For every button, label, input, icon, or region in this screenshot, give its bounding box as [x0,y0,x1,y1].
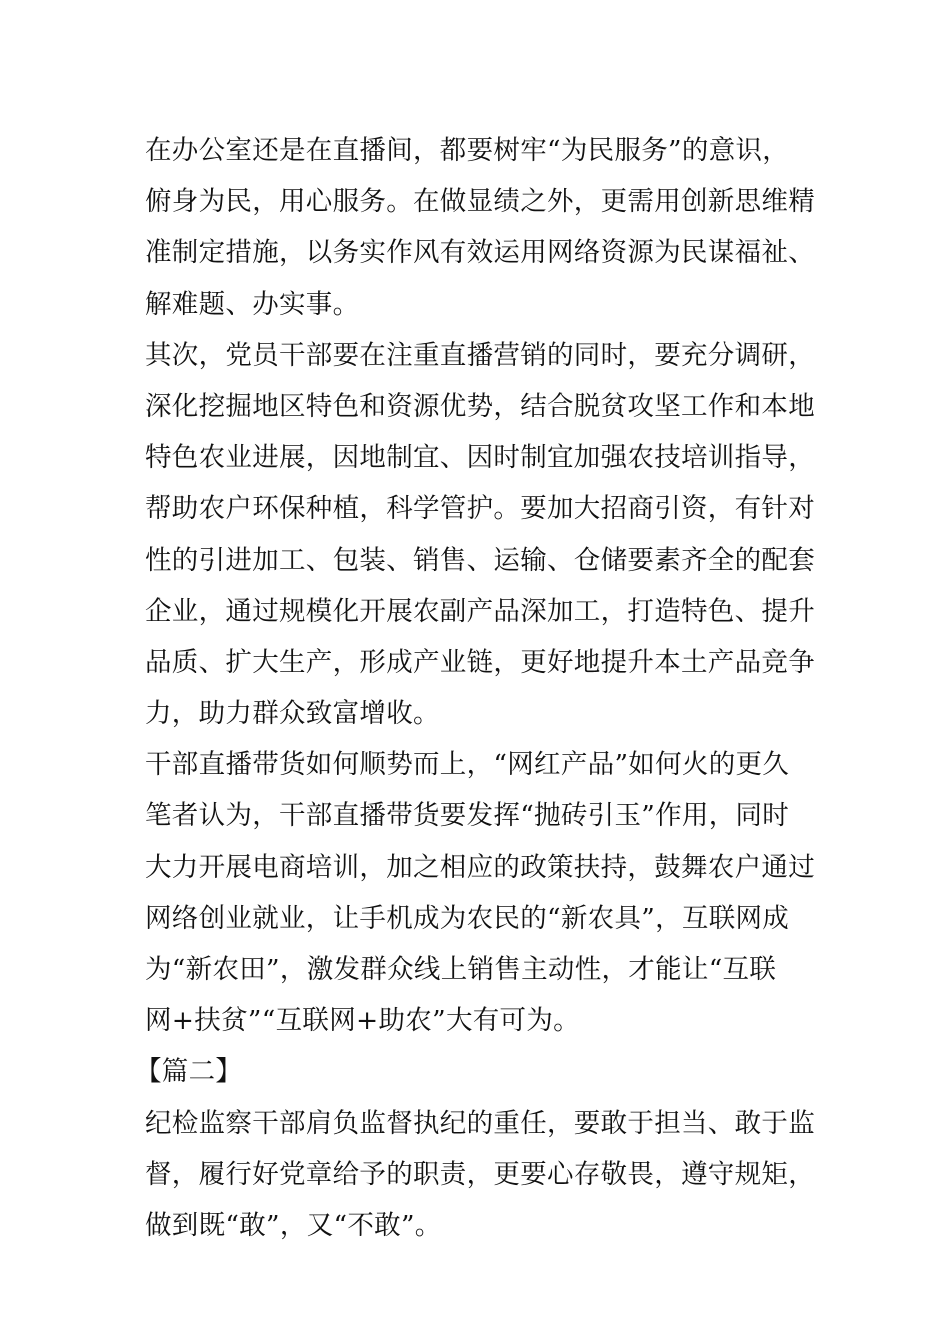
text-line: 督，履行好党章给予的职责，更要心存敬畏，遵守规矩， [145,1158,815,1190]
text-line: 做到既“敢”，又“不敢”。 [145,1209,442,1241]
text-line: 纪检监察干部肩负监督执纪的重任，要敢于担当、敢于监 [145,1107,815,1139]
text-line: 企业，通过规模化开展农副产品深加工，打造特色、提升 [145,595,815,627]
text-line: 品质、扩大生产，形成产业链，更好地提升本土产品竞争 [145,646,815,678]
text-line: 大力开展电商培训，加之相应的政策扶持，鼓舞农户通过 [145,851,815,883]
text-line: 网络创业就业，让手机成为农民的“新农具”，互联网成 [145,902,790,934]
document-body [135,125,815,1251]
text-line: 深化挖掘地区特色和资源优势，结合脱贫攻坚工作和本地 [145,390,815,422]
text-line: 力，助力群众致富增收。 [145,698,440,730]
text-line: 解难题、办实事。 [145,288,360,320]
text-line: 帮助农户环保种植，科学管护。要加大招商引资，有针对 [145,493,815,525]
section-heading: 【篇二】 [135,1056,243,1088]
text-line: 性的引进加工、包装、销售、运输、仓储要素齐全的配套 [145,544,815,576]
text-line: 网+扶贫”“互联网+助农”大有可为。 [145,1005,580,1037]
text-line: 俯身为民，用心服务。在做显绩之外，更需用创新思维精 [145,186,815,218]
text-line: 为“新农田”，激发群众线上销售主动性，才能让“互联 [145,954,777,985]
text-line: 特色农业进展，因地制宜、因时制宜加强农技培训指导， [145,442,815,474]
text-line: 笔者认为，干部直播带货要发挥“抛砖引玉”作用，同时 [145,800,790,832]
text-line: 在办公室还是在直播间，都要树牢“为民服务”的意识， [145,135,790,166]
text-line: 其次，党员干部要在注重直播营销的同时，要充分调研， [145,339,815,371]
text-line: 准制定措施，以务实作风有效运用网络资源为民谋福祉、 [145,237,815,269]
text-line: 干部直播带货如何顺势而上，“网红产品”如何火的更久 [145,749,790,781]
